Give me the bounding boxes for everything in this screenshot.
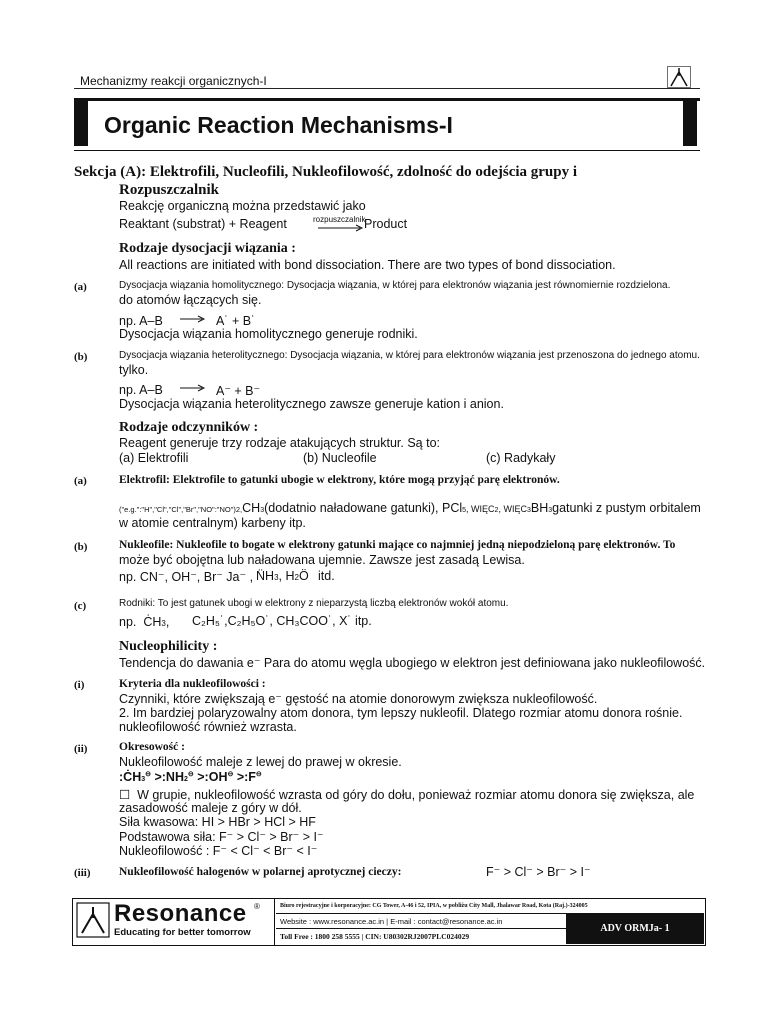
paragraph: Dysocjacja wiązania homolitycznego: Dysocjacja wiązania, w której para elektronów wiązania jest równomiernie rozdzielona. bbox=[119, 280, 671, 291]
title-bottom-rule bbox=[74, 150, 700, 151]
title-left-bar bbox=[74, 100, 88, 146]
radical-examples: C₂H₅˙,C₂H₅O˙, CH₃COO˙, X˙ itp. bbox=[192, 614, 372, 628]
item-label: (i) bbox=[74, 679, 85, 691]
footer-divider bbox=[274, 898, 275, 945]
paragraph: zasadowość maleje z góry w dół. bbox=[119, 801, 302, 815]
footer-website: Website : www.resonance.ac.in | E-mail : contact@resonance.ac.in bbox=[276, 914, 566, 929]
reaction-arrow-label: rozpuszczalnik bbox=[313, 215, 366, 224]
paragraph-heading: Elektrofil: Elektrofile to gatunki ubogie w elektrony, które mogą przyjąć parę elektronów. bbox=[119, 474, 560, 486]
paragraph: w atomie centralnym) karbeny itp. bbox=[119, 516, 306, 530]
paragraph: tylko. bbox=[119, 363, 149, 377]
paragraph-heading: Kryteria dla nukleofilowości : bbox=[119, 678, 266, 690]
header-rule bbox=[74, 88, 700, 89]
example-left: np. A–B bbox=[119, 383, 163, 397]
paragraph: 2. Im bardziej polaryzowalny atom donora, tym lepszy nukleofil. Dlatego rozmiar atomu donora rośnie. bbox=[119, 706, 683, 720]
periodicity-order: :ĊH3⊖ >:NH2⊖ >:OH⊖ >:F⊖ bbox=[119, 770, 262, 785]
item-label: (b) bbox=[74, 351, 88, 363]
paragraph-heading: Nukleofilowość halogenów w polarnej aprotycznej cieczy: bbox=[119, 866, 402, 878]
radical-examples-prefix: np. ĊH3, bbox=[119, 615, 170, 629]
resonance-logo-icon bbox=[76, 902, 110, 938]
footer-tollfree: Toll Free : 1800 258 5555 | CIN: U80302RJ2007PLC024029 bbox=[280, 932, 470, 941]
subsection-heading: Nucleophilicity : bbox=[119, 639, 218, 654]
paragraph: itd. bbox=[318, 569, 335, 583]
example-left: np. A–B bbox=[119, 314, 163, 328]
paragraph: Reagent generuje trzy rodzaje atakujących struktur. Są to: bbox=[119, 436, 441, 450]
nucleophilicity-order: Nukleofilowość : F⁻ < Cl⁻ < Br⁻ < I⁻ bbox=[119, 844, 318, 858]
registered-mark: ® bbox=[254, 902, 260, 911]
paragraph: Czynniki, które zwiększają e⁻ gęstość na atomie donorowym zwiększa nukleofilowość. bbox=[119, 692, 598, 706]
reagent-type: (c) Radykały bbox=[486, 451, 556, 465]
paragraph-heading: Nukleofile: Nukleofile to bogate w elektrony gatunki mające co najmniej jedną niepodzieloną parę elektronów. To bbox=[119, 539, 676, 551]
reagent-type: (a) Elektrofili bbox=[119, 451, 189, 465]
paragraph: do atomów łączących się. bbox=[119, 293, 262, 307]
section-heading-cont: Rozpuszczalnik bbox=[119, 182, 220, 198]
reaction-arrow-icon bbox=[318, 224, 364, 232]
paragraph: ☐ W grupie, nukleofilowość wzrasta od góry do dołu, ponieważ rozmiar atomu donora się zwiększa, ale bbox=[119, 788, 695, 802]
item-label: (a) bbox=[74, 281, 87, 293]
nh3-formula: N̈H3, H2Ö bbox=[256, 569, 309, 583]
paragraph: Dysocjacja wiązania homolitycznego generuje rodniki. bbox=[119, 327, 418, 341]
reaction-equation-left: Reaktant (substrat) + Reagent bbox=[119, 217, 287, 231]
reagent-type: (b) Nucleofile bbox=[303, 451, 377, 465]
acid-strength: Siła kwasowa: HI > HBr > HCl > HF bbox=[119, 815, 316, 829]
base-strength: Podstawowa siła: F⁻ > Cl⁻ > Br⁻ > I⁻ bbox=[119, 830, 324, 844]
running-header: Mechanizmy reakcji organicznych-I bbox=[80, 74, 267, 88]
footer-office: Biuro rejestracyjne i korporacyjne: CG Tower, A-46 i 52, IPIA, w pobliżu City Mall, Jhalawar Road, Kota (Raj.)-324005 bbox=[276, 899, 704, 914]
paragraph: Nukleofilowość maleje z lewej do prawej w okresie. bbox=[119, 755, 402, 769]
reaction-equation-right: Product bbox=[364, 217, 408, 231]
brand-tagline: Educating for better tomorrow bbox=[114, 927, 251, 938]
nucleophile-examples: np. CN⁻, OH⁻, Br⁻ Ja⁻ , bbox=[119, 570, 254, 584]
item-label: (ii) bbox=[74, 743, 88, 755]
page-code: ADV ORMJa- 1 bbox=[566, 914, 704, 944]
paragraph: nukleofilowość również wzrasta. bbox=[119, 720, 297, 734]
halogen-order: F⁻ > Cl⁻ > Br⁻ > I⁻ bbox=[486, 865, 591, 879]
paragraph-heading: Okresowość : bbox=[119, 741, 185, 753]
brand-name: Resonance bbox=[114, 900, 247, 927]
footer-logo bbox=[76, 902, 272, 940]
example-right: A˙ + B˙ bbox=[216, 314, 256, 328]
item-label: (b) bbox=[74, 541, 88, 553]
item-label: (iii) bbox=[74, 867, 91, 879]
paragraph: Rodniki: To jest gatunek ubogi w elektrony z nieparzystą liczbą elektronów wokół atomu. bbox=[119, 598, 509, 609]
item-label: (c) bbox=[74, 600, 87, 612]
paragraph: może być obojętna lub naładowana ujemnie. Zawsze jest zasadą Lewisa. bbox=[119, 553, 525, 567]
paragraph: Tendencja do dawania e⁻ Para do atomu węgla ubogiego w elektron jest definiowana jako nukleofilowość. bbox=[119, 656, 706, 670]
example-right: A⁻ + B⁻ bbox=[216, 384, 261, 398]
section-heading: Sekcja (A): Elektrofili, Nucleofili, Nukleofilowość, zdolność do odejścia grupy i bbox=[74, 164, 578, 180]
paragraph: All reactions are initiated with bond dissociation. There are two types of bond dissociation. bbox=[119, 258, 616, 272]
arrow-icon bbox=[180, 383, 206, 393]
resonance-logo-icon bbox=[667, 66, 691, 88]
electrophile-examples: ("e.g.":"H","Cl","Cl","Br","NO":"NO")2,CH3(dodatnio naładowane gatunki), PCl5, WIĘC2, WIĘC3BH3gatunki z pustym orbitalem bbox=[119, 501, 701, 515]
arrow-icon bbox=[180, 314, 206, 324]
subsection-heading: Rodzaje dysocjacji wiązania : bbox=[119, 241, 296, 256]
title-right-bar bbox=[683, 100, 697, 146]
paragraph: Dysocjacja wiązania heterolitycznego: Dysocjacja wiązania, w której para elektronów wiązania jest przenoszona do jednego atomu. bbox=[119, 350, 700, 361]
item-label: (a) bbox=[74, 475, 87, 487]
paragraph: Dysocjacja wiązania heterolitycznego zawsze generuje kation i anion. bbox=[119, 397, 504, 411]
intro-text: Reakcję organiczną można przedstawić jako bbox=[119, 199, 366, 213]
title-top-rule bbox=[74, 98, 700, 101]
subsection-heading: Rodzaje odczynników : bbox=[119, 420, 259, 435]
page-title: Organic Reaction Mechanisms-I bbox=[104, 112, 453, 138]
